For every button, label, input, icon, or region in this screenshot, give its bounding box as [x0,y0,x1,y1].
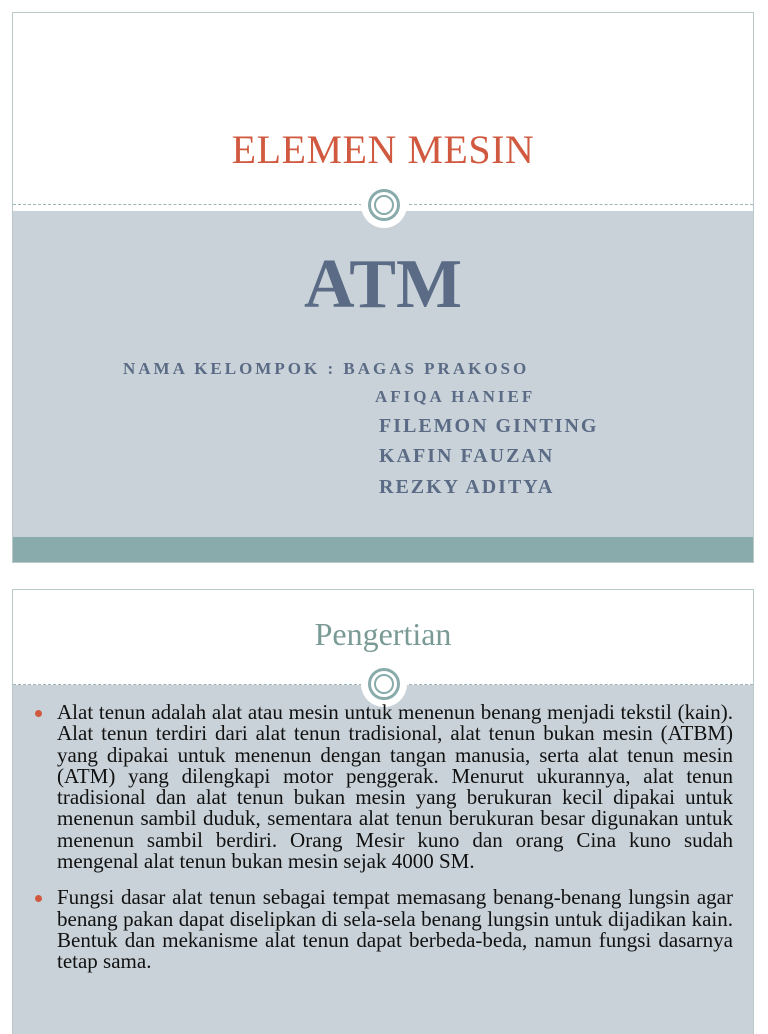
bullet-text: Alat tenun adalah alat atau mesin untuk menenun benang menjadi tekstil (kain). Alat tenun terdiri dari alat tenun tradisional, alat tenun bukan mesin (ATBM) yang dipakai untuk menenun dengan tangan manusia, serta alat tenun mesin (ATM) yang dilengkapi motor penggerak. Menurut ukurannya, alat tenun tradisional dan alat tenun bukan mesin yang berukuran kecil dipakai untuk menenun sambil duduk, sementara alat tenun berukuran besar digunakan untuk menenun sambil berdiri. Orang Mesir kuno dan orang Cina kuno sudah mengenal alat tenun bukan mesin sejak 4000 SM. [57,700,733,874]
group-member-line: NAMA KELOMPOK : BAGAS PRAKOSO [123,359,530,378]
slide-title: ELEMEN MESIN [231,127,535,172]
circle-ornament-icon [361,182,407,228]
group-member-line: AFIQA HANIEF [375,387,536,406]
circle-ornament-ring [368,668,400,700]
group-member-line: REZKY ADITYA [379,476,555,498]
title-slide [12,12,754,563]
bullet-list [35,702,733,988]
bullet-text: Fungsi dasar alat tenun sebagai tempat memasang benang-benang lungsin agar benang pakan dapat diselipkan di sela-sela benang lungsin untuk dijadikan kain. Bentuk dan mekanisme alat tenun dapat berbeda-beda, namun fungsi dasarnya tetap sama. [57,885,733,974]
slide-footer-strip [13,537,753,563]
bullet-item [35,702,733,872]
bullet-dot-icon [35,895,42,902]
circle-ornament-ring [368,189,400,221]
slide-title: Pengertian [314,616,452,652]
group-member-line: KAFIN FAUZAN [379,445,555,467]
slide-subtitle: ATM [303,246,463,323]
bullet-item [35,887,733,972]
bullet-dot-icon [35,710,42,717]
content-slide [12,589,754,1034]
group-member-line: FILEMON GINTING [379,415,599,437]
